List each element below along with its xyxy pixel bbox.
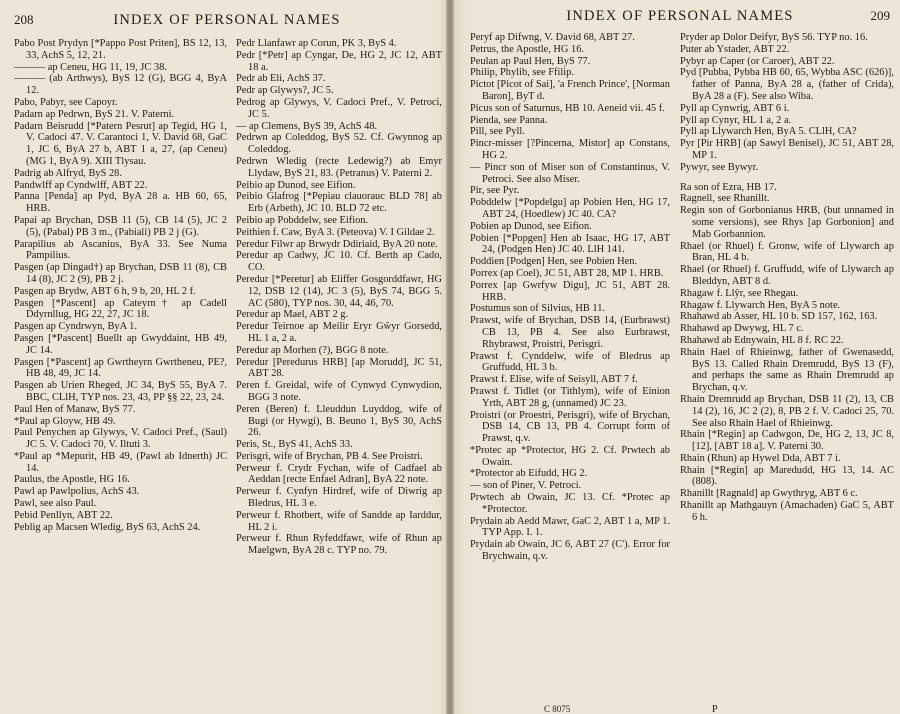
index-entry: Pyll ap Cynwrig, ABT 6 i. [680,102,790,114]
index-entry: Pasgen ap Cyndrwyn, ByA 1. [14,321,137,333]
index-entry: Pincr-misser [?Pincerna, Mistor] ap Constans, HG 2. [470,138,670,161]
index-entry: Peren (Beren) f. Lleuddun Luyddog, wife of Bugi (or Hywgi), B. Beuno 1, ByS 30, AchS 26. [236,403,442,439]
right-column-1 [470,32,670,714]
index-entry: *Paul ap Gloyw, HB 49. [14,415,116,427]
index-entry: *Protec ap *Protector, HG 2. Cf. Prwtech ab Owain. [470,444,670,468]
index-entry: Peredur ap Cadwy, JC 10. Cf. Berth ap Cado, CO. [236,250,442,274]
index-entry: Peryf ap Difwng, V. David 68, ABT 27. [470,32,635,43]
index-entry: Pasgen [*Pascent] Buellt ap Gwyddaint, HB 49, JC 14. [14,332,227,356]
index-entry: Prydain ab Owain, JC 6, ABT 27 (C'). Error for Brychwain, q.v. [470,539,670,563]
index-entry: Prwtech ab Owain, JC 13. Cf. *Protec ap *Protector. [470,492,670,515]
index-entry: Rhanillt [Ragnald] ap Gwythryg, ABT 6 c. [680,488,858,500]
index-entry: Poddien [Podgen] Hen, see Pobien Hen. [470,256,638,268]
index-entry: Rhain (Rhun) ap Hywel Dda, ABT 7 i. [680,452,841,464]
index-entry: Pawl, see also Paul. [14,498,97,510]
index-entry: Pyd [Pubba, Pybba HB 60, 65, Wybba ASC (626)], father of Panna, ByA 28 a, (father of Crida), ByA 28 a (F). See also Wiba. [680,67,894,102]
left-running-head: INDEX OF PERSONAL NAMES [113,12,341,28]
index-entry: Pryder ap Dolor Deifyr, ByS 56. TYP no. 16. [680,32,868,43]
index-entry: Peibio ap Pobddelw, see Eifion. [236,214,369,226]
index-entry: Rhael (or Rhuel) f. Gronw, wife of Llywarch ap Bran, HL 4 b. [680,240,894,264]
index-entry: Perisgri, wife of Brychan, PB 4. See Proistri. [236,450,423,462]
index-entry: Pictot [Picot of Sai], 'a French Prince', [Norman Baron], ByT d. [470,79,670,102]
index-entry: Pienda, see Panna. [470,114,548,126]
index-entry: Rhanillt ap Mathgauyn (Amachaden) GaC 5, ABT 6 h. [680,500,894,523]
index-entry: Pabo Post Prydyn [*Pappo Post Priten], BS 12, 13, 33, AchS 5, 12, 21. [14,38,227,61]
index-entry: Rhagaw f. Llywarch Hen, ByA 5 note. [680,299,841,311]
index-entry: Pedrwn ap Coleddog, ByS 52. Cf. Gwynnog ap Coleddog. [236,132,442,156]
index-entry: Peredur [*Peretur] ab Eliffer Gosgorddfawr, HG 12, DSB 12 (14), JC 3 (5), ByS 74, BGG 5. AC (580), TYP nos. 30, 44, 46, 70. [236,273,442,309]
index-entry: Peithien f. Caw, ByA 3. (Peteova) V. I Gildae 2. [236,226,435,238]
index-entry: Pobien ap Dunod, see Eifion. [470,220,592,232]
index-entry: *Paul ap *Mepurit, HB 49, (Pawl ab Idnerth) JC 14. [14,450,227,474]
index-entry: Pedrog ap Glywys, V. Cadoci Pref., V. Petroci, JC 5. [236,96,442,120]
index-entry: Paul Hen of Manaw, ByS 77. [14,403,136,415]
index-entry: Postumus son of Silvius, HB 11. [470,303,606,315]
index-entry: Pobddelw [*Popdelgu] ap Pobien Hen, HG 17, ABT 24, (Hoedlew) JC 40. CA? [470,197,670,220]
index-entry: Papai ap Brychan, DSB 11 (5), CB 14 (5), JC 2 (5), (Pabal) PB 3 m., (Pabiali) PB 2 j (G). [14,214,227,238]
index-entry: Regin son of Gorbonianus HRB, (but unnamed in some versions), see Rhys [ap Gorbonion] and Mab Gorbannion. [680,205,894,240]
index-entry [680,174,894,182]
right-page-columns [470,32,894,714]
index-entry: Peredur ap Morhen (?), BGG 8 note. [236,344,389,356]
index-entry: Picus son of Saturnus, HB 10. Aeneid vii. 45 f. [470,102,665,114]
index-entry: Rhahawd ap Dwywg, HL 7 c. [680,323,804,335]
index-entry: Perweur f. Crydr Fychan, wife of Cadfael ab Aeddan [recte Enfael Adran], ByA 22 note. [236,462,442,486]
index-entry: Padarn Beisrudd [*Patern Pesrut] ap Tegid, HG 1, V. Cadoci 47. V. Carantoci 1, V. David 68, GaC 1, JC 6, ByA 27 b, ABT 1 a, 27, (ap Ceneu) (MG 1, ByA 9). XIII Tlysau. [14,120,227,167]
right-column-2 [680,32,894,714]
index-entry: Peris, St., ByS 41, AchS 33. [236,439,353,451]
index-entry: Pasgen [*Pascent] ap Gwrtheyrn Gwrtheneu, PE?, HB 48, 49, JC 14. [14,356,227,380]
index-entry: Puter ab Ystader, ABT 22. [680,43,790,55]
index-entry: Pawl ap Pawlpolius, AchS 43. [14,486,140,498]
index-entry: Padrig ab Alfryd, ByS 28. [14,167,122,179]
left-page-number: 208 [14,12,34,27]
index-entry: Parapilius ab Ascanius, ByA 33. See Numa Pampilius. [14,238,227,262]
index-entry: Pedrwn Wledig (recte Ledewig?) ab Emyr Llydaw, ByS 21, 83. (Petranus) V. Paterni 2. [236,155,442,179]
index-entry: Philip, Phylib, see Ffilip. [470,67,574,79]
index-entry: Prawst f. Tidlet (or Tithlym), wife of Einion Yrth, ABT 28 g, (unnamed) JC 23. [470,385,670,409]
index-entry: Panna [Penda] ap Pyd, ByA 28 a. HB 60, 65, HRB. [14,191,227,215]
index-entry: — Pincr son of Miser son of Constantinus, V. Petroci. See also Miser. [470,161,670,185]
index-entry: Pedr ab Eli, AchS 37. [236,73,326,85]
index-entry: Pasgen [*Pascent] ap Cateyrn† ap Cadell Ddyrnllug, HG 22, 27, JC 18. [14,297,227,321]
index-entry: Pedr ap Glywys?, JC 5. [236,85,334,97]
index-entry: Pir, see Pyr. [470,185,520,197]
index-entry: Paul Penychen ap Glywys, V. Cadoci Pref., (Saul) JC 5. V. Cadoci 70, V. Iltuti 3. [14,427,227,451]
index-entry: Rhain [*Regin] ap Cadwgon, De, HG 2, 13, JC 8, [12], [ABT 18 a]. V. Paterni 30. [680,429,894,453]
book-gutter [446,0,454,714]
index-entry: Peibio ap Dunod, see Eifion. [236,179,356,191]
left-column-2 [236,38,442,714]
index-entry: Rhahawd ab Ednywain, HL 8 f. RC 22. [680,334,844,346]
index-entry: Pasgen (ap Dingad†) ap Brychan, DSB 11 (8), CB 14 (8), JC 2 (9), PB 2 j. [14,262,227,285]
index-entry: Rhain Hael of Rhieinwg, father of Gwenasedd, ByS 13. Called Rhain Dremrudd, ByS 13 (F), and perhaps the same as Rhain Dremrudd ap Brychan, q.v. [680,346,894,394]
index-entry: Perweur f. Rhotbert, wife of Sandde ap Iarddur, HL 2 i. [236,509,442,533]
index-entry: Peren f. Greidal, wife of Cynwyd Cynwydion, BGG 3 note. [236,380,442,403]
left-page-columns [14,38,442,714]
index-entry: Prydain ab Aedd Mawr, GaC 2, ABT 1 a, MP 1. TYP App. I. 1. [470,515,670,539]
right-page-header [470,8,890,28]
index-entry: Prawst f. Elise, wife of Seisyll, ABT 7 f. [470,374,638,386]
gathering-mark: P [712,704,718,714]
index-entry: Porrex [ap Gwrfyw Digu], JC 51, ABT 28. HRB. [470,279,670,303]
index-entry: Petrus, the Apostle, HG 16. [470,43,585,55]
index-entry: — ap Clemens, ByS 39, AchS 48. [236,120,378,132]
index-entry: Peblig ap Macsen Wledig, ByS 63, AchS 24. [14,521,201,533]
index-entry: Proistri (or Proestri, Perisgri), wife of Brychan, DSB 14, CB 13, PB 4. Corrupt form of Prawst, q.v. [470,409,670,445]
index-entry: Pandwlff ap Cyndwlff, ABT 22. [14,179,148,191]
index-entry: Peredur [Peredurus HRB] [ap Morudd], JC 51, ABT 28. [236,356,442,380]
left-page-header [14,12,440,32]
signature-mark: C 8075 [544,704,571,714]
index-entry: Rhagaw f. Llŷr, see Rhegau. [680,287,799,299]
index-entry: Rhain Dremrudd ap Brychan, DSB 11 (2), 13, CB 14 (2), 16, JC 2 (2), 8, PB 2 f. V. Cadoci 25, 70. See also Rhain Hael of Rhieinwg. [680,393,894,429]
index-entry: Perweur f. Rhun Ryfeddfawr, wife of Rhun ap Maelgwn, ByA 28 c. TYP no. 79. [236,533,442,557]
index-entry: Ragnell, see Rhanillt. [680,193,770,205]
index-entry: Pasgen ap Brydw, ABT 6 h, 9 b, 20, HL 2 f. [14,285,196,297]
index-entry: Peredur Teirnoe ap Meilir Eryr Gŵyr Gorsedd, HL 1 a, 2 a. [236,321,442,344]
index-entry: Pyll ap Cynyr, HL 1 a, 2 a. [680,114,792,126]
index-entry: ——— ap Ceneu, HG 11, 19, JC 38. [14,61,167,73]
index-entry: Rhahawd ab Asser, HL 10 b. SD 157, 162, 163. [680,311,878,323]
index-entry: Pebid Penllyn, ABT 22. [14,509,113,521]
index-entry: Pedr Llanfawr ap Corun, PK 3, ByS 4. [236,38,397,49]
index-entry: *Protector ab Eifudd, HG 2. [470,468,588,480]
left-column-1 [14,38,227,714]
index-entry: Pyr [Pir HRB] (ap Sawyl Benisel), JC 51, ABT 28, MP 1. [680,138,894,161]
right-page [450,0,900,714]
index-entry: Peredur ap Mael, ABT 2 g. [236,309,349,321]
index-entry: — son of Piner, V. Petroci. [470,480,582,492]
index-entry: Peulan ap Paul Hen, ByS 77. [470,55,591,67]
index-entry: Pyll ap Llywarch Hen, ByA 5. CLlH, CA? [680,126,857,138]
index-entry: Peibio Glafrog [*Pepiau clauorauc BLD 78] ab Erb (Arbeth), JC 10. BLD 72 etc. [236,191,442,215]
index-entry: Pill, see Pyll. [470,126,525,138]
index-entry: Paulus, the Apostle, HG 16. [14,474,130,486]
index-entry: Perweur f. Cynfyn Hirdref, wife of Diwrig ap Bledrus, HL 3 e. [236,486,442,510]
index-entry: Peredur Filwr ap Brwydr Ddiriaid, ByA 20 note. [236,238,438,250]
right-page-number: 209 [870,8,890,23]
index-entry: Pywyr, see Bywyr. [680,161,759,173]
index-entry: Rhain [*Regin] ap Maredudd, HG 13, 14. AC (808). [680,464,894,488]
index-entry: Pedr [*Petr] ap Cyngar, De, HG 2, JC 12, ABT 18 a. [236,49,442,73]
index-entry: Ra son of Ezra, HB 17. [680,181,777,193]
index-entry: Rhael (or Rhuel) f. Gruffudd, wife of Llywarch ap Bleddyn, ABT 8 d. [680,264,894,287]
index-entry: Pybyr ap Caper (or Caroer), ABT 22. [680,55,835,67]
index-entry: Prawst f. Cynddelw, wife of Bledrus ap Gruffudd, HL 3 b. [470,350,670,374]
right-running-head: INDEX OF PERSONAL NAMES [566,8,794,24]
index-entry: Pobien [*Popgen] Hen ab Isaac, HG 17, ABT 24, (Podgen Hen) JC 40. LlH 141. [470,232,670,256]
index-entry: Porrex (ap Coel), JC 51, ABT 28, MP 1. HRB. [470,267,664,279]
index-entry: Pasgen ab Urien Rheged, JC 34, ByS 55, ByA 7. BBC, CLlH, TYP nos. 23, 43, PP §§ 22, 23, 24. [14,380,227,403]
index-entry: Padarn ap Pedrwn, ByS 21. V. Paterni. [14,108,175,120]
index-entry: ——— (ab Arthwys), ByS 12 (G), BGG 4, ByA 12. [14,73,227,97]
index-entry: Prawst, wife of Brychan, DSB 14, (Eurbrawst) CB 13, PB 4. See also Eurbrawst, Rhybrawst, Proistri, Perisgri. [470,315,670,350]
index-entry: Pabo, Pabyr, see Capoyr. [14,96,118,108]
